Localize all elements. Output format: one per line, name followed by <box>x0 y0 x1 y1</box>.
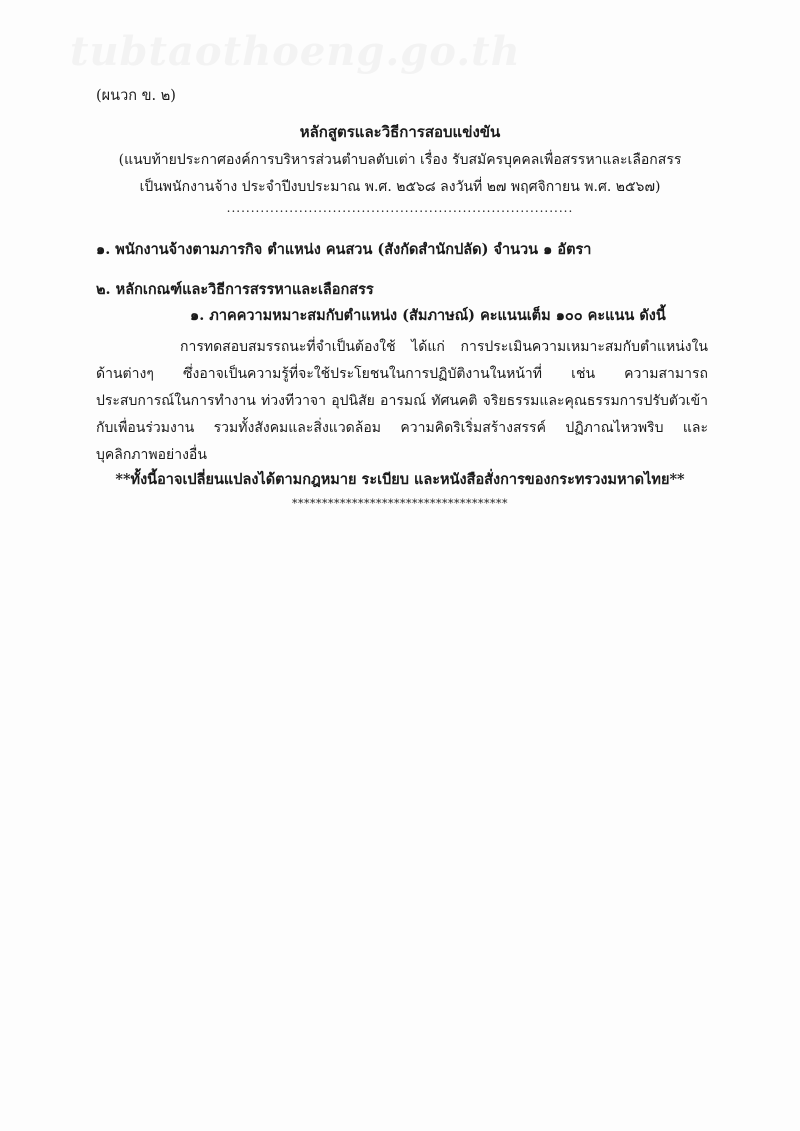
star-separator: ************************************ <box>292 497 508 510</box>
document-title: หลักสูตรและวิธีการสอบแข่งขัน <box>299 123 501 141</box>
section-2-1-heading: ๑. ภาคความหมาะสมกับตำแหน่ง (สัมภาษณ์) คะแนนเต็ม ๑๐๐ คะแนน ดังนี้ <box>190 307 666 324</box>
dotted-separator: ........................................................................ <box>226 201 574 215</box>
subtitle-line-2: เป็นพนักงานจ้าง ประจำปีงบประมาณ พ.ศ. ๒๕๖๘ ลงวันที่ ๒๗ พฤศจิกายน พ.ศ. ๒๕๖๗) <box>139 179 661 195</box>
criteria-paragraph: การทดสอบสมรรถนะที่จำเป็นต้องใช้ ได้แก่ การประเมินความเหมาะสมกับตำแหน่งในด้านต่างๆ ซึ่งอาจเป็นความรู้ที่จะใช้ประโยชนในการปฏิบัติงานในหน้าที่ เช่น ความสามารถประสบการณ์ในการทำงาน ท่วงทีวาจา อุปนิสัย อารมณ์ ทัศนคติ จริยธรรมและคุณธรรมการปรับตัวเข้ากับเพื่อนร่วมงาน รวมทั้งสังคมและสิ่งแวดล้อม ความคิดริเริ่มสร้างสรรค์ ปฏิภาณไหวพริบ และบุคลิกภาพอย่างอื่น <box>96 339 708 463</box>
annex-label: (ผนวก ข. ๒) <box>96 88 176 104</box>
section-1-heading: ๑. พนักงานจ้างตามภารกิจ ตำแหน่ง คนสวน (สังกัดสำนักปลัด) จำนวน ๑ อัตรา <box>96 241 592 258</box>
watermark: tubtaothoeng.go.th <box>70 28 521 75</box>
subtitle-line-1: (แนบท้ายประกาศองค์การบริหารส่วนตำบลตับเต่า เรื่อง รับสมัครบุคคลเพื่อสรรหาและเลือกสรร <box>118 152 682 168</box>
section-2-heading: ๒. หลักเกณฑ์และวิธีการสรรหาและเลือกสรร <box>96 281 374 298</box>
legal-note: **ทั้งนี้อาจเปลี่ยนแปลงได้ตามกฎหมาย ระเบียบ และหนังสือสั่งการของกระทรวงมหาดไทย** <box>115 471 685 488</box>
